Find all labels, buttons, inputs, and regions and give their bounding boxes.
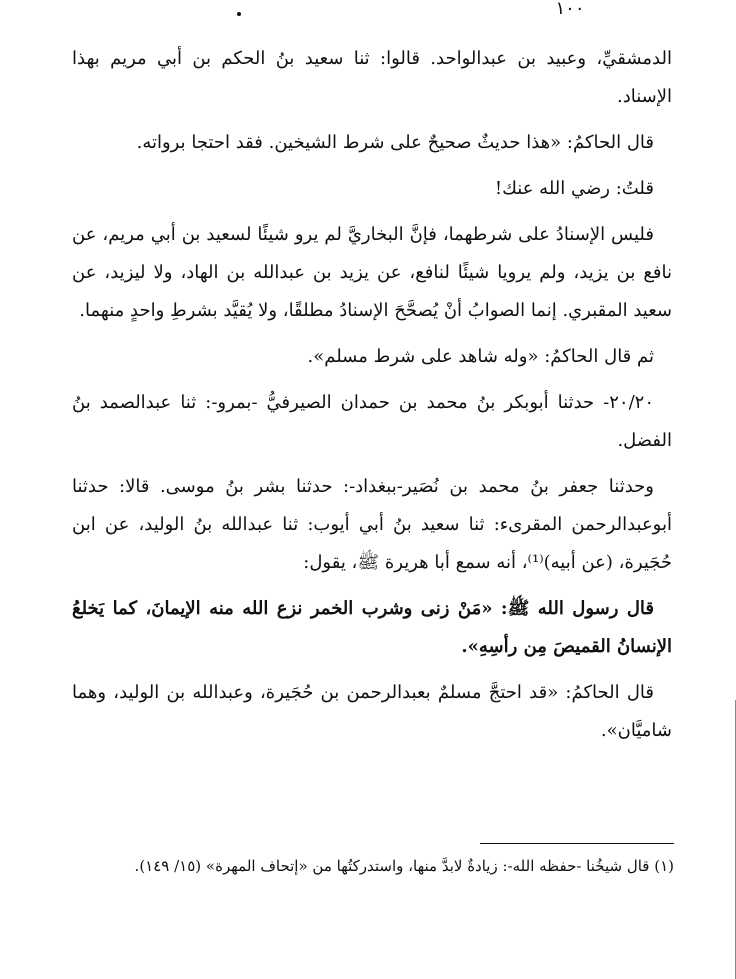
footnote: (١) قال شيخُنا -حفظه الله-: زيادةٌ لابدَّ منها، واستدركتُها من «إتحاف المهرة» (١٥/ ١٤٩). [134,857,674,875]
paragraph-5: ثم قال الحاكمُ: «وله شاهد على شرط مسلم». [307,346,654,367]
footnote-divider [480,843,674,844]
paragraph-2: قال الحاكمُ: «هذا حديثٌ صحيحٌ على شرط الشيخين. فقد احتجا برواته. [136,132,654,153]
main-text [72,40,672,750]
ink-dot [237,12,241,16]
paragraph-8-hadith: قال رسول الله ﷺ: «مَنْ زنى وشرب الخمر نزع الله منه الإيمانَ، كما يَخلعُ الإنسانُ القميصَ مِن رأسِهِ». [72,598,672,657]
page-number: ١٠٠ [555,0,585,19]
paragraph-1: الدمشقيِّ، وعبيد بن عبدالواحد. قالوا: ثنا سعيد بنُ الحكم بن أبي مريم بهذا الإسناد. [72,48,672,107]
paragraph-4: فليس الإسنادُ على شرطهما، فإنَّ البخاريَّ لم يرو شيئًا لسعيد بن أبي مريم، عن نافع بن يزيد، ولم يرويا شيئًا لنافع، عن يزيد بن عبدالله بن الهاد، ولا ليزيد، عن سعيد المقبري. إنما الصوابُ أنْ يُصحَّحَ الإسنادُ مطلقًا، ولا يُقيَّد بشرطِ واحدٍ منهما. [72,224,672,321]
paragraph-9: قال الحاكمُ: «قد احتجَّ مسلمٌ بعبدالرحمن بن حُجَيرة، وعبدالله بن الوليد، وهما شاميَّان». [72,682,672,741]
paragraph-7: وحدثنا جعفر بنُ محمد بن نُصَير-ببغداد-: حدثنا بشر بنُ موسى. قالا: حدثنا أبوعبدالرحمن المقرىء: ثنا سعيد بنُ أبي أيوب: ثنا عبدالله بنُ الوليد، عن ابن حُجَيرة، (عن أبيه)⁽¹⁾، أنه سمع أبا هريرة ﷺ، يقول: [72,476,672,573]
paragraph-3: قلتُ: رضي الله عنك! [494,178,654,199]
paragraph-6: ٢٠/٢٠- حدثنا أبوبكر بنُ محمد بن حمدان الصيرفيُّ -بمرو-: ثنا عبدالصمد بنُ الفضل. [72,392,672,451]
